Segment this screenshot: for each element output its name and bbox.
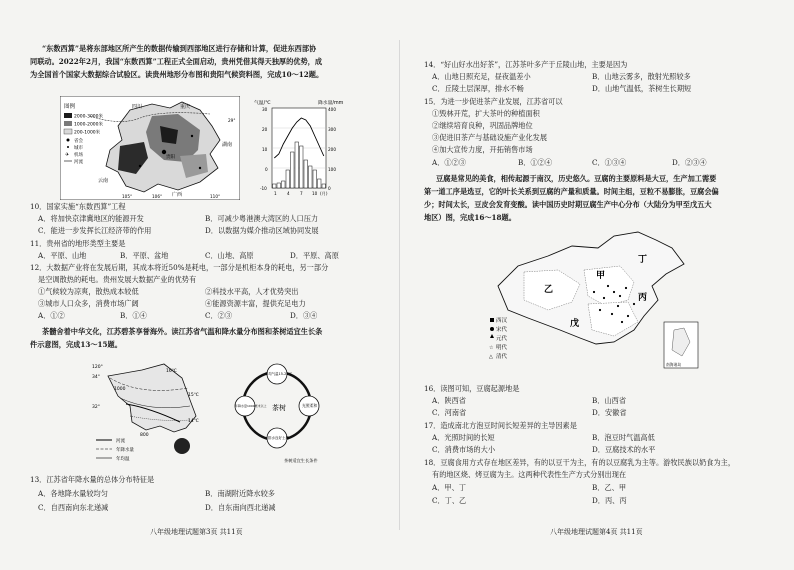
diagram-caption: 茶树适宜生长条件	[284, 458, 318, 463]
month-tick: 1	[274, 191, 277, 196]
intro-line: 件示意图，完成13～15题。	[30, 340, 122, 349]
option[interactable]: C．①③④	[592, 158, 627, 167]
option[interactable]: B．①④	[120, 311, 147, 320]
map-label: 四川	[132, 104, 143, 110]
option[interactable]: A．山地日照充足，昼夜温差小	[432, 72, 531, 81]
precip-bar	[273, 184, 277, 188]
statement: ①毁林开荒，扩大茶叶的种植面积	[432, 109, 540, 118]
intro-line: 少；时间太长，豆皮会发育变酸。读中国历史时期豆腐生产中心分布（大陆分为甲至戊五大	[424, 200, 712, 209]
question-stem: 15．为进一步促进茶产业发展，江苏省可以	[424, 97, 563, 106]
map-label: 800	[140, 433, 149, 438]
tea-condition: 光照柔和	[302, 403, 318, 408]
option[interactable]: D．以数据为媒介推动区域协同发展	[205, 226, 319, 235]
map-label: 105°	[122, 194, 133, 199]
statement: ②科技水平高，人才优势突出	[205, 287, 299, 296]
option[interactable]: A．将加快京津冀地区的能源开发	[38, 214, 144, 223]
intro-line: 茶髓舍着中华文化，江苏碧茶享誉海外。读江苏省气温和降水量分布图和茶树适宜生长条	[42, 327, 323, 336]
map-label: 广西	[172, 192, 183, 198]
legend-entry: 城市	[74, 146, 83, 151]
china-tofu-map	[488, 226, 704, 372]
star-icon: ☆	[489, 345, 494, 351]
tea-condition: 年降水量1000毫米以上	[235, 404, 267, 408]
precip-tick: 200	[328, 147, 336, 152]
option[interactable]: B．①②④	[518, 158, 553, 167]
option[interactable]: C．消费市场的大小	[432, 445, 496, 454]
precip-bar	[300, 146, 304, 188]
option[interactable]: D．豆腐技术的水平	[592, 445, 656, 454]
legend-entry: 机场	[74, 153, 83, 158]
legend-entry: 河流	[74, 160, 83, 165]
month-tick: 7	[300, 191, 303, 196]
legend-entry: 年降水量	[116, 448, 134, 453]
option[interactable]: A．①②③	[432, 158, 466, 167]
airport-icon: ✈	[65, 152, 70, 158]
tea-condition: 排水良好土壤	[268, 436, 289, 440]
option[interactable]: C．山地、高原	[205, 251, 254, 260]
option[interactable]: C．河南省	[432, 408, 467, 417]
region-label: 甲	[596, 271, 606, 281]
option[interactable]: B．山地云雾多，散射光照较多	[592, 72, 691, 81]
temp-tick: 0	[265, 167, 268, 172]
option[interactable]: D．平原、高原	[290, 251, 339, 260]
intro-line: 同联动。2022年2月，我国“东数西算”工程正式全面启动，贵州凭借其得天独厚的优势，成	[30, 57, 323, 66]
question-stem: 10．国家实施“东数西算”工程	[30, 202, 126, 211]
option[interactable]: B．泡豆时气温高低	[592, 433, 655, 442]
precip-bar	[318, 179, 322, 188]
month-tick: 10	[312, 191, 318, 196]
region-label: 丁	[638, 255, 648, 265]
map-label: 29°	[228, 118, 236, 123]
precip-tick: 100	[328, 167, 336, 172]
map-label: 云南	[98, 178, 109, 184]
region-label: 乙	[544, 285, 554, 295]
option[interactable]: A．各地降水量较均匀	[38, 489, 108, 498]
statement: ①气候较为凉爽，散热成本较低	[38, 287, 139, 296]
map-label: 16℃	[166, 369, 177, 374]
inset-label: 南海诸岛	[666, 362, 682, 367]
option[interactable]: D．自东南向西北递减	[205, 503, 276, 512]
precip-bar	[277, 183, 281, 188]
statement: ③促进旧茶产与基础设施产业化发展	[432, 133, 548, 142]
question-stem: 是空调散热的耗电。贵州发展大数据产业的优势有	[38, 275, 197, 284]
legend-entry: 省会	[74, 139, 83, 144]
legend-entry: 元代	[496, 336, 508, 342]
option[interactable]: C．丘陵土层深厚，排水不畅	[432, 84, 524, 93]
map-label: 120°	[92, 365, 103, 370]
legend-entry: 清代	[496, 354, 508, 360]
page-footer: 八年级地理试题第3页 共11页	[150, 528, 243, 536]
intro-line: 豆腐是常见的美食，相传起源于南汉，历史悠久。豆腐的主要原料是大豆，生产加工需要	[436, 174, 717, 183]
chart-ylabel-right: 降水量/mm	[318, 101, 344, 106]
question-stem: 16．读图可知，豆腐起源地是	[424, 384, 520, 393]
legend-entry: 明代	[496, 345, 508, 351]
tea-growth-diagram	[222, 356, 332, 466]
option[interactable]: A．陕西省	[432, 396, 466, 405]
legend-entry: 2000-3000米	[74, 114, 104, 120]
triangle-icon: △	[489, 354, 493, 360]
option[interactable]: B．平原、盆地	[120, 251, 169, 260]
option[interactable]: B．山西省	[592, 396, 627, 405]
precip-bar	[304, 160, 308, 188]
statement: ③城市人口众多，消费市场广阔	[38, 299, 139, 308]
intro-line: “东数西算”是将东部地区所产生的数据传输到西部地区进行存储和计算，促进东西部协	[42, 44, 317, 53]
precip-bar	[309, 166, 313, 188]
option[interactable]: A．光照时间的长短	[432, 433, 495, 442]
intro-line: 第一道工序是选豆，它的叶长关系到豆腐的产量和质量。时间主组，豆粒不易膨胀，豆腐会偏	[424, 187, 719, 196]
option[interactable]: D．山地气温低，茶树生长期短	[592, 84, 692, 93]
question-stem: 14．“好山好水出好茶”，江苏茶叶多产于丘陵山地，主要是因为	[424, 60, 628, 69]
statement: ④加大宣传力度，开拓销售市场	[432, 145, 533, 154]
precip-bar	[291, 152, 295, 188]
map-label: 14℃	[188, 419, 199, 424]
legend-entry: 1000-2000米	[74, 122, 104, 128]
temp-tick: 30	[262, 107, 268, 112]
guizhou-terrain-map	[60, 96, 240, 200]
option[interactable]: D．丙、丙	[592, 496, 627, 505]
precip-tick: 300	[328, 127, 336, 132]
intro-line: 为全国首个国家大数据综合试验区。读贵州地形分布图和贵阳气候资料图，完成10～12题。	[30, 70, 324, 79]
month-unit: (月)	[320, 191, 328, 196]
option[interactable]: C．②③	[205, 311, 233, 320]
option[interactable]: D．②③④	[672, 158, 707, 167]
question-stem: 11．贵州省的地形类型主要是	[30, 239, 126, 248]
map-label: 106°	[152, 194, 163, 199]
legend-entry: 西汉	[496, 318, 508, 324]
legend-entry: 年均温	[116, 457, 130, 462]
precip-bar	[322, 184, 326, 188]
legend-entry: 宋代	[496, 327, 508, 333]
tea-condition: 年均气温15-23℃	[265, 372, 293, 376]
option[interactable]: B．可减少粤港澳大湾区的人口压力	[205, 214, 319, 223]
map-label: 贵阳	[166, 155, 175, 160]
page-footer: 八年级地理试题第4页 共11页	[550, 528, 643, 536]
precip-tick: 400	[328, 107, 336, 112]
map-label: 110°	[210, 194, 221, 199]
option[interactable]: D．③④	[290, 311, 318, 320]
month-tick: 4	[287, 191, 290, 196]
map-label: 32°	[92, 405, 100, 410]
option[interactable]: A．①②	[38, 311, 65, 320]
map-label: 15℃	[188, 393, 199, 398]
map-label: 34°	[92, 375, 100, 380]
question-stem: 17．造成南北方泡豆时间长短差异的主导因素是	[424, 421, 577, 430]
tea-plant-label: 茶树	[272, 404, 286, 412]
option[interactable]: B．南湖附近降水较多	[205, 489, 275, 498]
legend-entry: 河流	[116, 439, 125, 444]
intro-line: 地区）图，完成16～18题。	[424, 213, 516, 222]
temp-tick: -10	[260, 186, 267, 191]
precip-bar	[295, 142, 299, 188]
jiangsu-climate-map	[90, 356, 210, 466]
option[interactable]: C．能进一步发挥长江经济带的作用	[38, 226, 152, 235]
option[interactable]: A．平原、山地	[38, 251, 87, 260]
option[interactable]: C．自西南向东北递减	[38, 503, 109, 512]
question-stem: 有的地区烧、烤豆腐为主。这两种代表性生产方式分别出现在	[432, 470, 627, 479]
precip-tick: 0	[328, 186, 331, 191]
guiyang-climate-chart	[252, 96, 352, 200]
option[interactable]: A．甲、丁	[432, 483, 466, 492]
precip-bar	[282, 181, 286, 188]
statement: ②继续培育良种，巩固品牌地位	[432, 121, 533, 130]
precip-bar	[286, 170, 290, 188]
statement: ④能源资源丰富，提供充足电力	[205, 299, 306, 308]
question-stem: 12．大数据产业将在发展后期，其成本将近50%是耗电，一部分是机柜本身的耗电，另一部分	[30, 263, 329, 272]
option[interactable]: D．安徽省	[592, 408, 627, 417]
question-stem: 18．豆腐食用方式存在地区差异，有的以豆干为主，有的以豆腐乳为主等。游牧民族以奶食为主，	[424, 458, 736, 467]
temp-tick: 20	[262, 127, 268, 132]
question-stem: 13．江苏省年降水量的总体分布特征是	[30, 475, 155, 484]
region-label: 戊	[570, 319, 580, 329]
map-label: 图例	[64, 104, 76, 110]
map-label: 重庆	[180, 104, 191, 110]
precip-bar	[313, 170, 317, 188]
option[interactable]: B．乙、甲	[592, 483, 627, 492]
map-label: 湖南	[222, 142, 233, 148]
map-label: 1000	[114, 387, 126, 392]
chart-ylabel-left: 气温/℃	[254, 101, 271, 106]
temp-tick: 10	[262, 147, 268, 152]
right-page	[400, 0, 794, 570]
region-label: 丙	[638, 293, 648, 303]
option[interactable]: C．丁、乙	[432, 496, 467, 505]
legend-entry: 200-1000米	[74, 130, 101, 136]
